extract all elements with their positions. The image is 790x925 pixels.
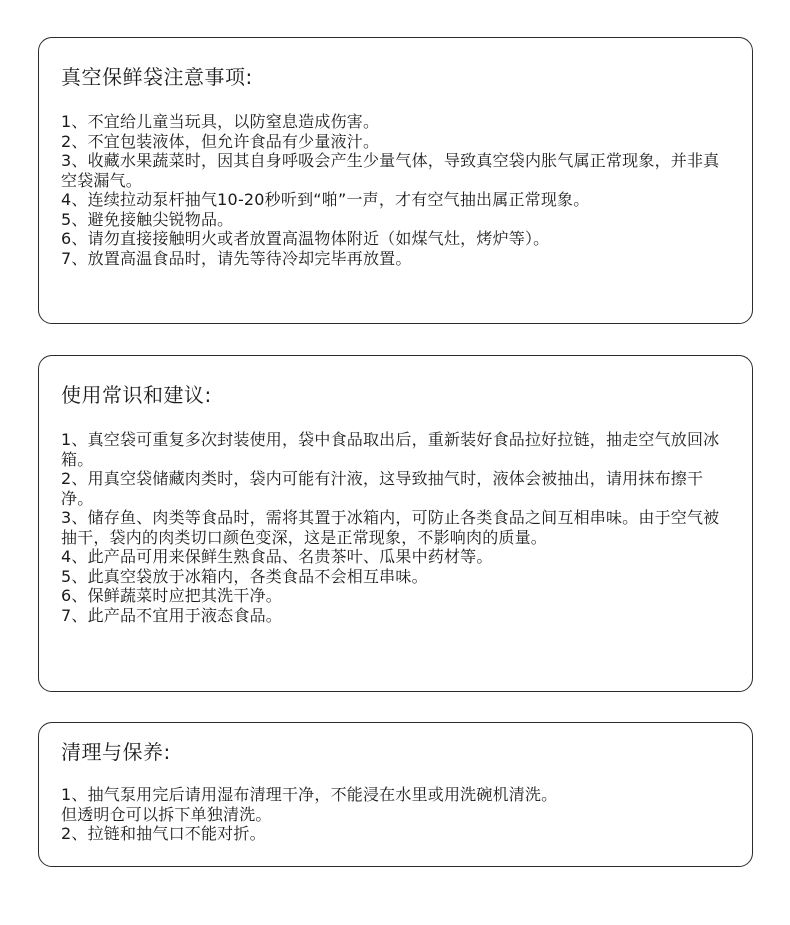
list-item: 4、此产品可用来保鲜生熟食品、名贵茶叶、瓜果中药材等。 <box>61 547 493 566</box>
precautions-card <box>38 37 753 324</box>
list-item: 6、请勿直接接触明火或者放置高温物体附近（如煤气灶，烤炉等）。 <box>61 229 550 248</box>
list-item: 5、此真空袋放于冰箱内，各类食品不会相互串味。 <box>61 566 428 586</box>
list-item: 2、不宜包装液体，但允许食品有少量液汁。 <box>61 131 380 151</box>
list-item: 2、拉链和抽气口不能对折。 <box>61 824 266 843</box>
precautions-list <box>61 112 732 268</box>
list-item: 1、不宜给儿童当玩具，以防窒息造成伤害。 <box>61 112 380 131</box>
list-item: 5、避免接触尖锐物品。 <box>61 209 234 229</box>
usage-tips-list <box>61 430 732 625</box>
section-title: 清理与保养: <box>61 740 171 764</box>
list-item: 1、真空袋可重复多次封装使用，袋中食品取出后，重新装好食品拉好拉链，抽走空气放回冰箱。 <box>61 430 720 469</box>
section-title: 真空保鲜袋注意事项: <box>61 65 253 89</box>
list-item: 3、收藏水果蔬菜时，因其自身呼吸会产生少量气体，导致真空袋内胀气属正常现象，并非真空袋漏气。 <box>61 151 720 190</box>
cleaning-list <box>61 785 732 844</box>
list-item: 6、保鲜蔬菜时应把其洗干净。 <box>61 586 282 605</box>
list-item: 1、抽气泵用完后请用湿布清理干净，不能浸在水里或用洗碗机清洗。 <box>61 785 558 804</box>
usage-tips-card <box>38 355 753 692</box>
section-title: 使用常识和建议: <box>61 383 212 407</box>
list-item: 但透明仓可以拆下单独清洗。 <box>61 804 272 824</box>
cleaning-card <box>38 722 753 867</box>
list-item: 7、此产品不宜用于液态食品。 <box>61 605 282 625</box>
list-item: 3、储存鱼、肉类等食品时，需将其置于冰箱内，可防止各类食品之间互相串味。由于空气被抽干，袋内的肉类切口颜色变深，这是正常现象，不影响肉的质量。 <box>61 508 720 547</box>
list-item: 7、放置高温食品时，请先等待冷却完毕再放置。 <box>61 248 412 268</box>
list-item: 4、连续拉动泵杆抽气10-20秒听到“啪”一声，才有空气抽出属正常现象。 <box>61 190 590 209</box>
list-item: 2、用真空袋储藏肉类时，袋内可能有汁液，这导致抽气时，液体会被抽出，请用抹布擦干净。 <box>61 469 704 508</box>
